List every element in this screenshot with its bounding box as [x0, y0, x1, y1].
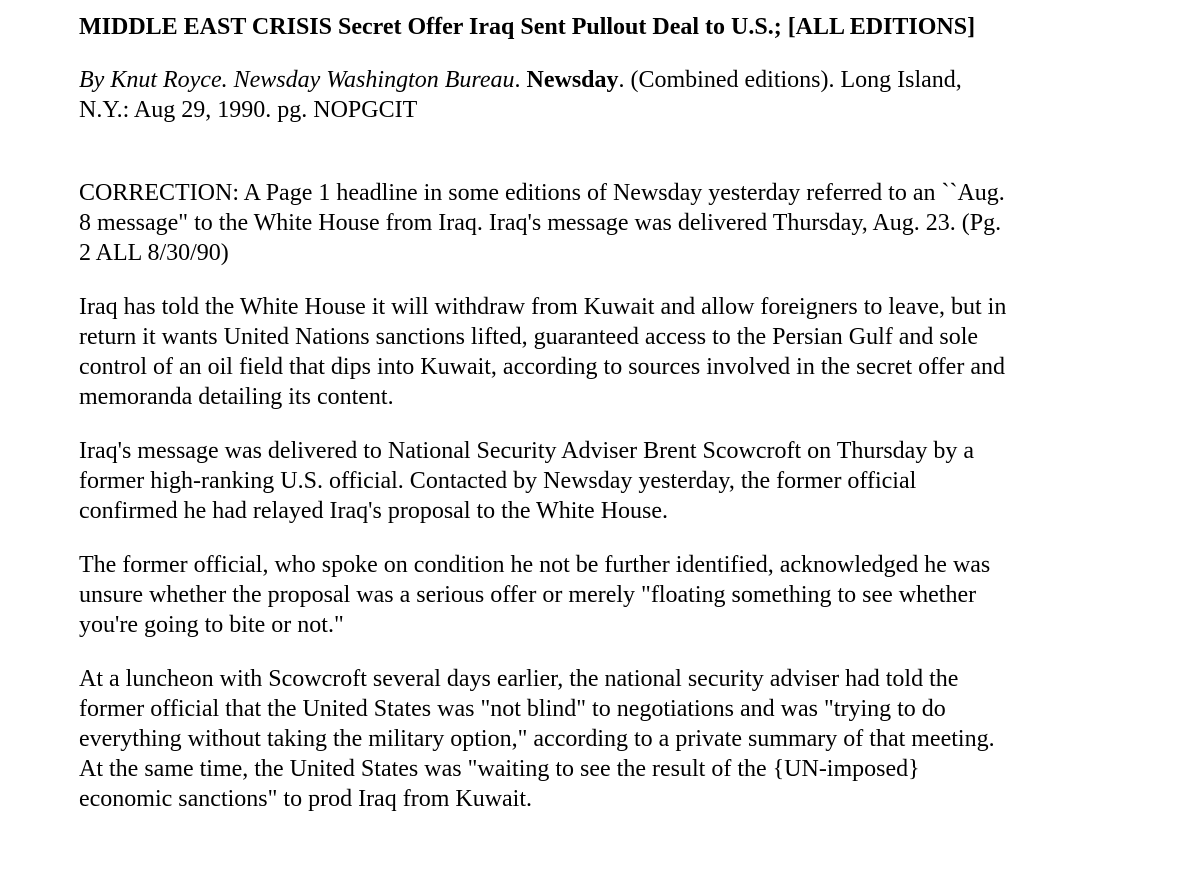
text-line: everything without taking the military option," according to a private summary of that meeting. [79, 726, 995, 752]
paragraph-correction [79, 178, 1119, 268]
text-line: economic sanctions" to prod Iraq from Kuwait. [79, 786, 533, 812]
text-line: CORRECTION: A Page 1 headline in some editions of Newsday yesterday referred to an ``Aug. [79, 180, 1005, 206]
byline-date-info: N.Y.: Aug 29, 1990. pg. NOPGCIT [79, 97, 418, 123]
byline-author: By Knut Royce. Newsday Washington Bureau [79, 67, 515, 93]
text-line: 8 message" to the White House from Iraq. Iraq's message was delivered Thursday, Aug. 23. (Pg. [79, 210, 1002, 236]
paragraph-body [79, 550, 1119, 640]
text-line: return it wants United Nations sanctions lifted, guaranteed access to the Persian Gulf and sole [79, 324, 979, 350]
text-line: you're going to bite or not." [79, 612, 344, 638]
text-line: 2 ALL 8/30/90) [79, 240, 229, 266]
text-line: At a luncheon with Scowcroft several days earlier, the national security adviser had told the [79, 666, 959, 692]
text-line: memoranda detailing its content. [79, 384, 394, 410]
text-line: former official that the United States was "not blind" to negotiations and was "trying to do [79, 696, 946, 722]
text-line: Iraq has told the White House it will withdraw from Kuwait and allow foreigners to leave, but in [79, 294, 1007, 320]
text-line: control of an oil field that dips into Kuwait, according to sources involved in the secret offer and [79, 354, 1005, 380]
text-line: unsure whether the proposal was a serious offer or merely "floating something to see whether [79, 582, 977, 608]
article-byline [79, 65, 1160, 125]
paragraph-body [79, 664, 1119, 814]
text-line: Iraq's message was delivered to National Security Adviser Brent Scowcroft on Thursday by a [79, 438, 974, 464]
byline-edition-info: . (Combined editions). Long Island, [618, 67, 962, 93]
text-line: confirmed he had relayed Iraq's proposal to the White House. [79, 498, 669, 524]
article-headline: MIDDLE EAST CRISIS Secret Offer Iraq Sent Pullout Deal to U.S.; [ALL EDITIONS] [79, 14, 976, 40]
paragraph-body [79, 436, 1119, 526]
text-line: The former official, who spoke on condition he not be further identified, acknowledged he was [79, 552, 991, 578]
text-line: At the same time, the United States was "waiting to see the result of the {UN-imposed} [79, 756, 920, 782]
text-line: former high-ranking U.S. official. Contacted by Newsday yesterday, the former official [79, 468, 917, 494]
byline-separator: . [514, 67, 527, 93]
paragraph-body [79, 292, 1119, 412]
byline-publication: Newsday [526, 67, 619, 93]
